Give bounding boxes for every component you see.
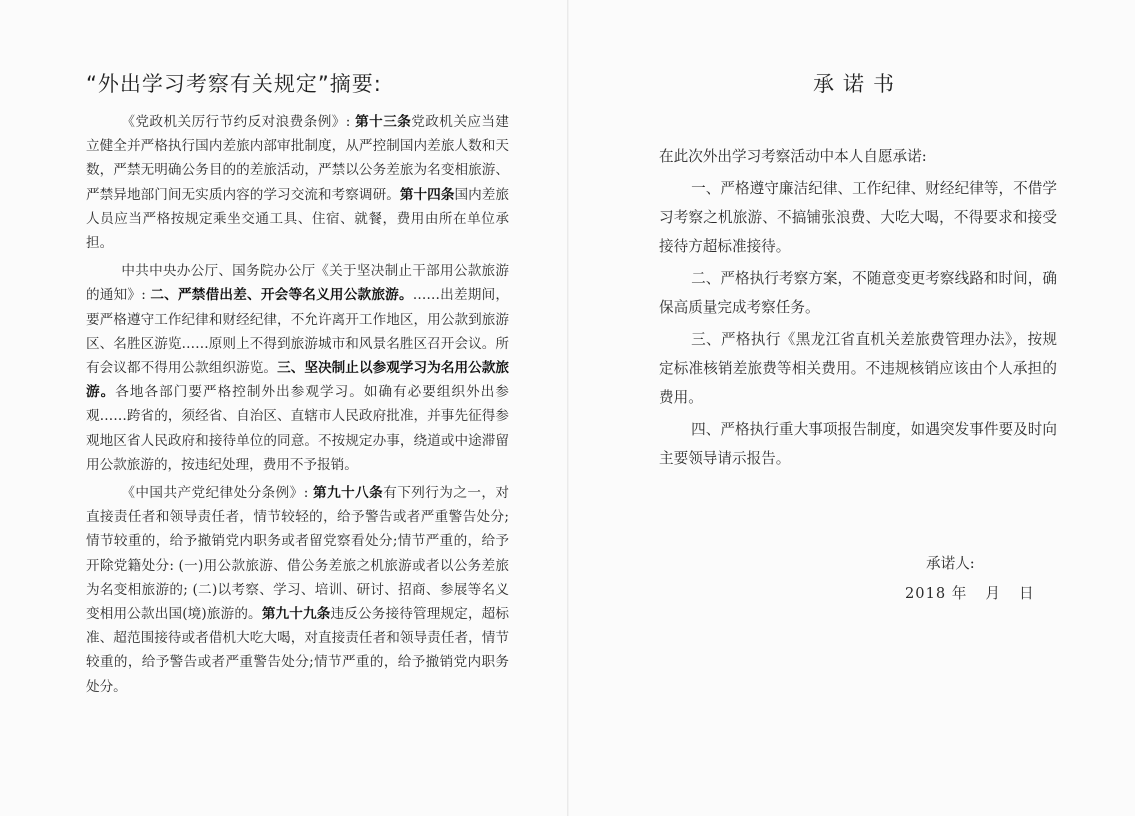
pledge-item-1: 一、严格遵守廉洁纪律、工作纪律、财经纪律等，不借学习考察之机旅游、不搞铺张浪费、大吃大喝，不得要求和接受接待方超标准接待。 [659,180,1057,255]
article-label: 第九十八条 [313,485,384,502]
rule-heading: 二、严禁借出差、开会等名义用公款旅游。 [150,287,413,304]
signer-label: 承诺人: [926,555,975,572]
signature-date [905,582,1035,603]
regulation-text: 有下列行为之一，对直接责任者和领导责任者，情节较轻的，给予警告或者严重警告处分;情节较重的，给予撤销党内职务或者留党察看处分;情节严重的，给予开除党籍处分: (一)用公款旅游、借公务差旅之机旅游或者以公务差旅为名变相旅游的; (二)以考察、学习、培训、研讨、招商、参展等名义变相用公款出国(境)旅游的。 [86,485,509,623]
pledge-item-2: 二、严格执行考察方案，不随意变更考察线路和时间，确保高质量完成考察任务。 [659,270,1057,316]
date-day: 日 [1018,585,1035,602]
regulation-source: 中共中央办公厅、国务院办公厅《关于坚决制止干部用公款旅游的通知》: [86,263,509,304]
regulation-text: ……出差期间，要严格遵守工作纪律和财经纪律，不允许离开工作地区，用公款到旅游区、名胜区游览……原则上不得到旅游城市和风景名胜区召开会议。所有会议都不得用公款组织游览。 [86,287,510,377]
regulation-text: 国内差旅人员应当严格按规定乘坐交通工具、住宿、就餐，费用由所在单位承担。 [86,186,510,252]
regulation-text: 党政机关应当建立健全并严格执行国内差旅内部审批制度，从严控制国内差旅人数和天数，严禁无明确公务目的的差旅活动，严禁以公务差旅为名变相旅游、严禁异地部门间无实质内容的学习交流和考察调研。 [86,114,510,203]
left-page [0,0,567,816]
regulation-text: 违反公务接待管理规定，超标准、超范围接待或者借机大吃大喝，对直接责任者和领导责任者，情节较重的，给予警告或者严重警告处分;情节严重的，给予撤销党内职务处分。 [86,606,510,695]
regulation-paragraph-tourism-notice [86,259,509,477]
regulation-source: 《党政机关厉行节约反对浪费条例》: [121,114,356,130]
right-page [569,0,1135,816]
date-month: 月 [985,585,1001,602]
regulation-source: 《中国共产党纪律处分条例》: [121,485,314,502]
pledge-intro: 在此次外出学习考察活动中本人自愿承诺: [659,148,927,165]
regulations-summary-title: “外出学习考察有关规定”摘要: [86,72,382,96]
pledge-item-4: 四、严格执行重大事项报告制度，如遇突发事件要及时向主要领导请示报告。 [659,421,1057,467]
regulation-paragraph-party-discipline [86,481,509,699]
rule-heading: 三、坚决制止以参观学习为名用公款旅游。 [86,360,510,401]
article-label: 第九十九条 [261,606,331,623]
regulation-paragraph-frugality [86,110,509,255]
pledge-item-3: 三、严格执行《黑龙江省直机关差旅费管理办法》，按规定标准核销差旅费等相关费用。不违规核销应该由个人承担的费用。 [659,331,1057,406]
article-label: 第十四条 [399,186,455,203]
date-year: 2018 年 [905,585,968,602]
article-label: 第十三条 [355,114,412,130]
pledge-title: 承诺书 [813,72,903,96]
regulation-text: 各地各部门要严格控制外出参观学习。如确有必要组织外出参观……跨省的，须经省、自治区、直辖市人民政府批准，并事先征得参观地区省人民政府和接待单位的同意。不按规定办事，绕道或中途滞留用公款旅游的，按违纪处理，费用不予报销。 [86,384,510,473]
